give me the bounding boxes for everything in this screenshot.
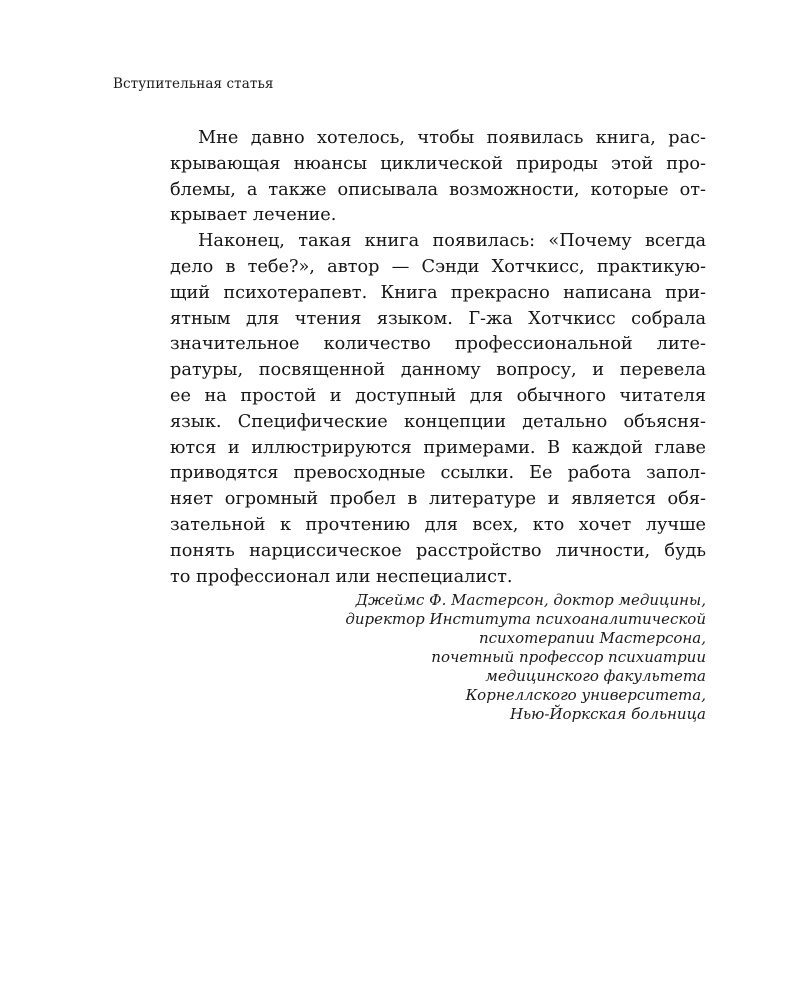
author-signature xyxy=(345,591,706,724)
paragraph-2-line-5: значительное количество профессиональной лите- xyxy=(170,334,706,355)
paragraph-2-line-7: ее на простой и доступный для обычного читателя xyxy=(170,385,706,406)
paragraph-1-line-2: крывающая нюансы циклической природы этой про- xyxy=(170,153,706,174)
signature-line-7: Нью-Йоркская больница xyxy=(509,705,706,723)
paragraph-1-line-3: блемы, а также описывала возможности, которые от- xyxy=(170,179,706,200)
paragraph-2-line-13: понять нарциссическое расстройство личности, будь xyxy=(170,540,706,561)
paragraph-2-line-9: ются и иллюстрируются примерами. В каждой главе xyxy=(170,437,706,458)
paragraph-2-line-2: дело в тебе?», автор — Сэнди Хотчкисс, практикую- xyxy=(170,256,706,277)
signature-line-5: медицинского факультета xyxy=(485,667,706,685)
paragraph-2-line-3: щий психотерапевт. Книга прекрасно написана при- xyxy=(170,282,706,303)
signature-line-4: почетный профессор психиатрии xyxy=(431,648,706,666)
signature-line-3: психотерапии Мастерсона, xyxy=(478,629,706,647)
paragraph-2-line-6: ратуры, посвященной данному вопросу, и перевела xyxy=(170,360,706,381)
paragraph-2-line-11: няет огромный пробел в литературе и является обя- xyxy=(170,489,706,510)
paragraph-2-line-12: зательной к прочтению для всех, кто хочет лучше xyxy=(170,514,706,535)
signature-line-6: Корнеллского университета, xyxy=(465,686,706,704)
paragraph-2-line-10: приводятся превосходные ссылки. Ее работа запол- xyxy=(170,463,706,484)
running-header: Вступительная статья xyxy=(113,76,274,92)
signature-name: Джеймс Ф. Мастерсон, доктор медицины, xyxy=(355,591,706,609)
paragraph-1-line-4: крывает лечение. xyxy=(170,205,337,226)
paragraph-2-line-8: язык. Специфические концепции детально объясня- xyxy=(170,411,706,432)
paragraph-1-line-1: Мне давно хотелось, чтобы появилась книга, рас- xyxy=(198,128,706,148)
signature-line-2: директор Института психоаналитической xyxy=(345,610,706,628)
body-text xyxy=(170,126,706,590)
paragraph-2-line-1: Наконец, такая книга появилась: «Почему всегда xyxy=(198,231,706,252)
paragraph-2-line-14: то профессионал или неспециалист. xyxy=(170,566,513,587)
paragraph-2-line-4: ятным для чтения языком. Г-жа Хотчкисс собрала xyxy=(170,308,706,329)
